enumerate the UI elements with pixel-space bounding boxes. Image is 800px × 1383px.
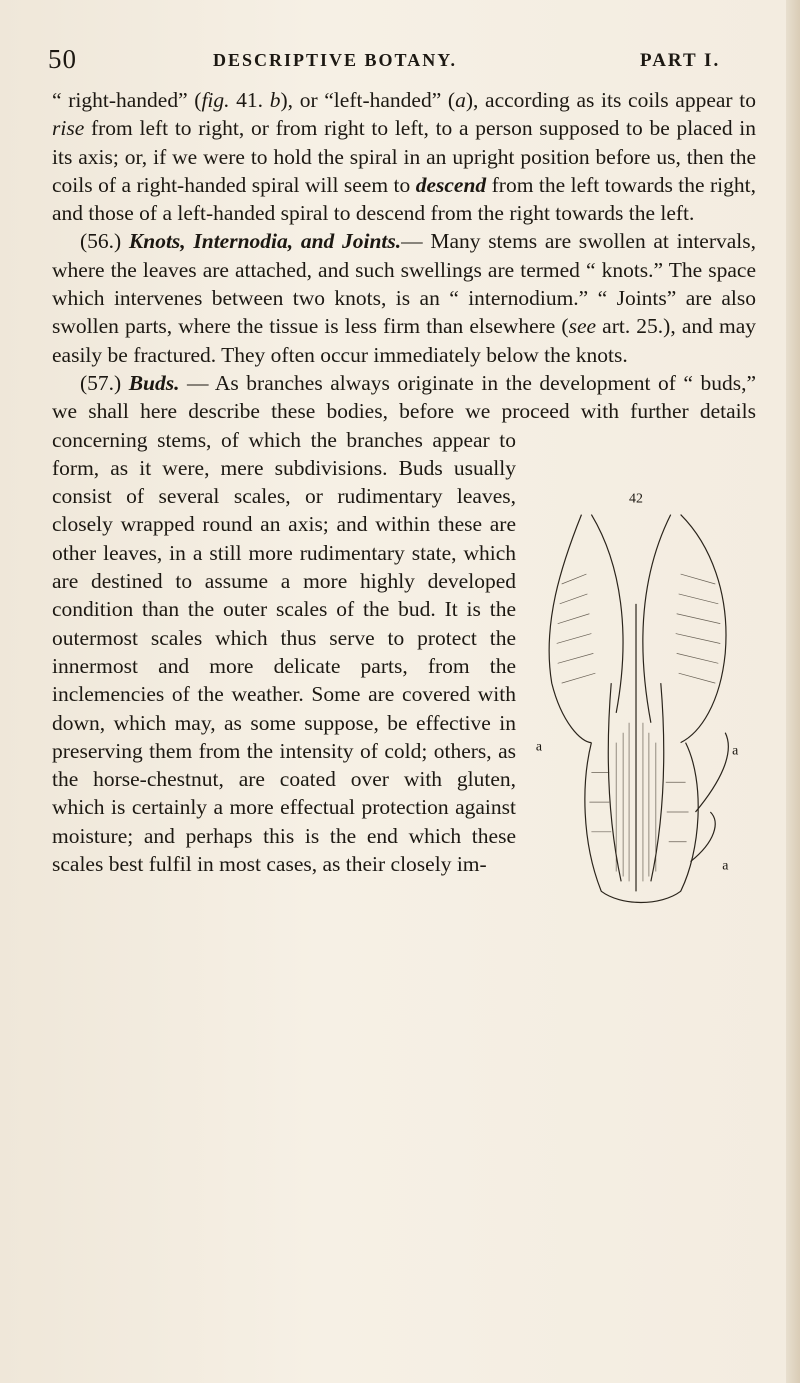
paragraph-buds: (57.) Buds. — As branches always originate in the development of “ buds,” we shall here describe these bodies, before we proceed with further details concerning stems, of which the branches appear to form, as it were, mere subdivisions. Buds usually consist of several scales, or rudimentary leaves, closely wrapped round an axis; and within these are other leaves, in a still more rudimentary state, which are destined to assume a more highly developed condition than the outer scales of the bud. It is the outermost scales which thus serve to protect the innermost and more delicate parts, from the inclemencies of the weather. Some are covered with down, which may, as some suppose, be effective in preserving them from the intensity of cold; others, as the horse-chestnut, are coated over with gluten, which is certainly a more effectual protection against moisture; and perhaps this is the end which these scales best fulfil in most cases, as their closely im- bbox=[52, 369, 756, 878]
section-title-knots: Knots, Internodia, and Joints. bbox=[128, 229, 402, 254]
figure-number: 42 bbox=[629, 491, 643, 507]
label-a-left: a bbox=[535, 739, 543, 755]
paragraph-spiral: “ right-handed” (fig. 41. b), or “left-handed” (a), according as its coils appear to rise from left to right, or from right to left, to a person supposed to be placed in its axis; or, if we were to hold the spiral in an upright position before us, then the coils of a right-handed spiral will seem to descend from the left towards the right, and those of a left-handed spiral to descend from the right towards the left. bbox=[52, 88, 756, 226]
page-number: 50 bbox=[48, 44, 77, 74]
label-a-lower: a bbox=[722, 858, 729, 874]
label-a-right: a bbox=[732, 743, 739, 759]
bud-figure bbox=[522, 455, 754, 885]
bud-illustration bbox=[522, 455, 752, 941]
paragraph-knots: (56.) Knots, Internodia, and Joints.— Many stems are swollen at intervals, where the leaves are attached, and such swellings are termed “ knots.” The space which intervenes between two knots, is an “ internodium.” “ Joints” are also swollen parts, where the tissue is less firm than elsewhere (see art. 25.), and may easily be fractured. They often occur immediately below the knots. bbox=[52, 229, 757, 367]
page-edge bbox=[786, 0, 800, 1383]
running-title: DESCRIPTIVE BOTANY. bbox=[213, 50, 458, 70]
section-title-buds: Buds. bbox=[128, 370, 180, 395]
page-header bbox=[48, 44, 753, 84]
part-label: PART I. bbox=[640, 50, 721, 71]
bud-drawing bbox=[549, 515, 728, 903]
bud-hatching bbox=[557, 574, 721, 881]
